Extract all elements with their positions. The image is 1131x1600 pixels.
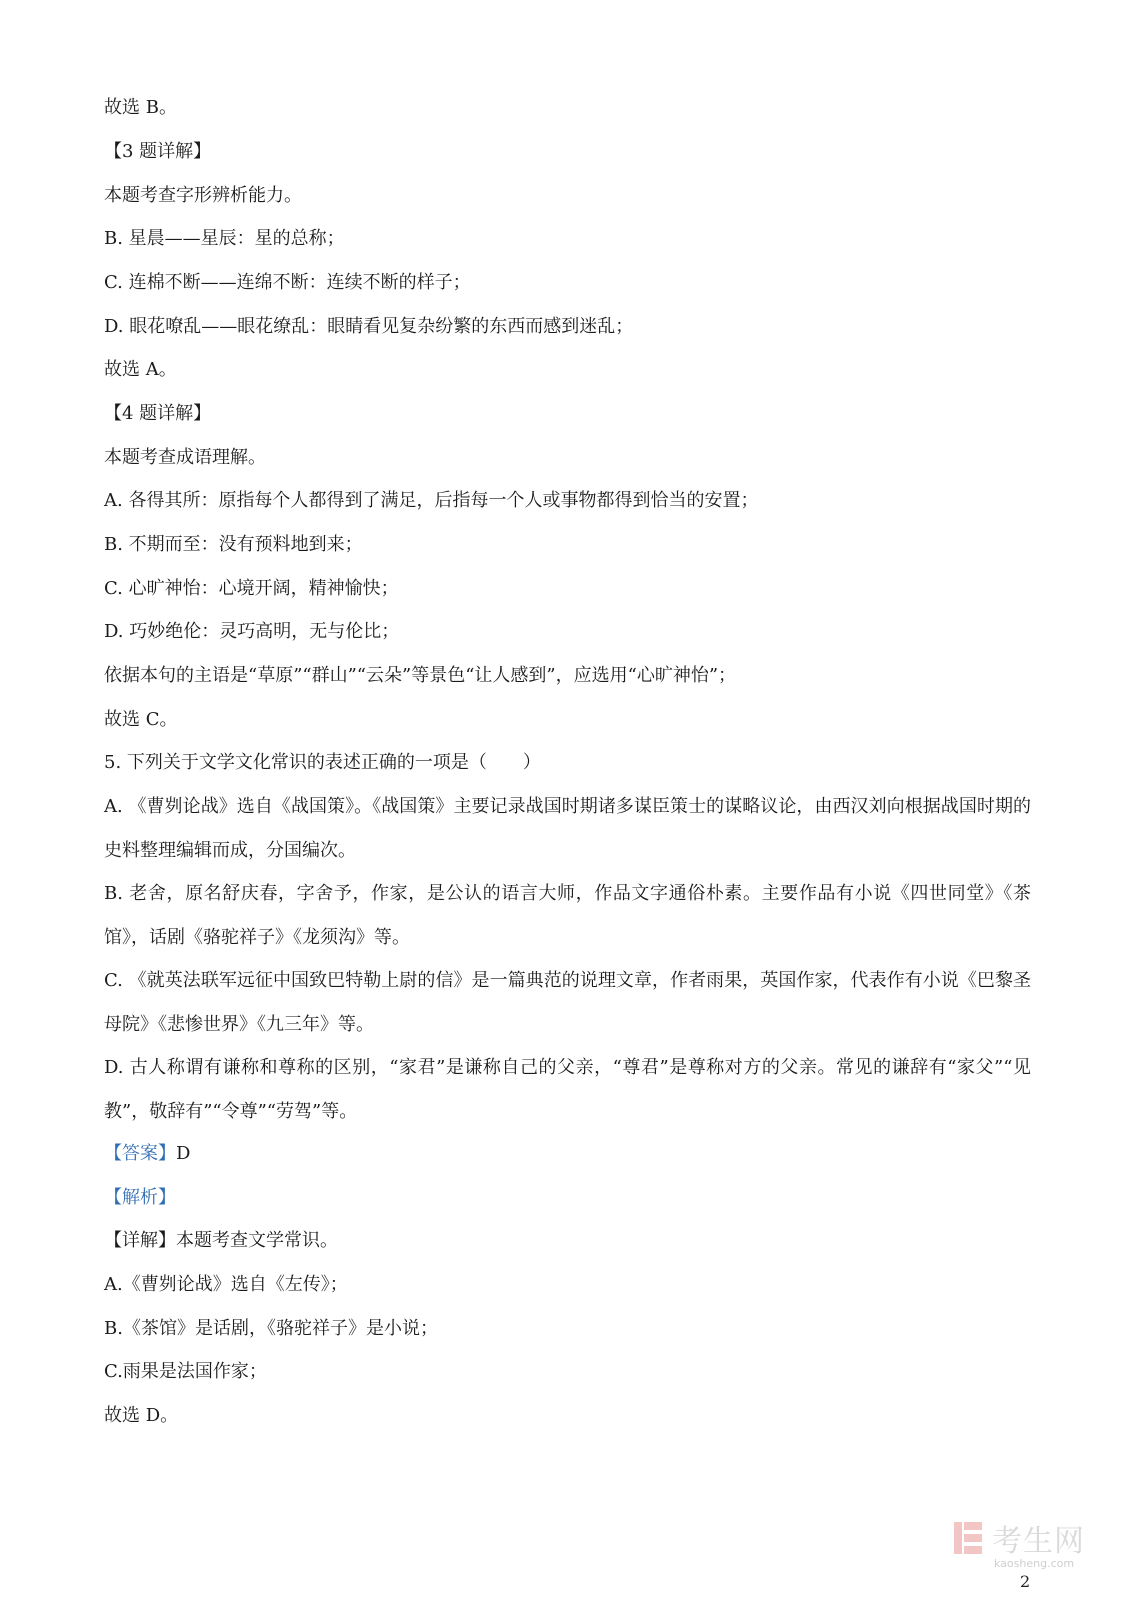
answer-label: 【答案】 — [104, 1143, 176, 1164]
q3-intro: 本题考查字形辨析能力。 — [104, 185, 302, 206]
answer-value: D — [176, 1143, 191, 1164]
q4-detail-heading: 【4 题详解】 — [104, 403, 212, 424]
conclusion-a: 故选 A。 — [104, 359, 177, 380]
q3-item-d: D. 眼花嘹乱——眼花缭乱：眼睛看见复杂纷繁的东西而感到迷乱； — [104, 316, 634, 337]
detail-item-b: B.《茶馆》是话剧，《骆驼祥子》是小说； — [104, 1318, 438, 1339]
watermark-url: kaosheng.com — [994, 1557, 1075, 1570]
conclusion-d: 故选 D。 — [104, 1405, 179, 1426]
conclusion-c: 故选 C。 — [104, 709, 178, 730]
q5-option-a: A. 《曹刿论战》选自《战国策》。《战国策》主要记录战国时期诸多谋臣策士的谋略议论，由西汉刘向根据战国时期的史料整理编辑而成，分国编次。 — [104, 796, 1031, 861]
q5-option-d: D. 古人称谓有谦称和尊称的区别，“家君”是谦称自己的父亲，“尊君”是尊称对方的父亲。常见的谦辞有“家父”“见教”，敬辞有”“令尊”“劳驾”等。 — [104, 1057, 1031, 1122]
page-number: 2 — [1020, 1572, 1031, 1591]
detail-item-c: C.雨果是法国作家； — [104, 1361, 267, 1382]
q4-item-d: D. 巧妙绝伦：灵巧高明，无与伦比； — [104, 621, 400, 642]
watermark — [952, 1518, 1112, 1558]
watermark-text: 考生网 — [992, 1524, 1085, 1559]
q4-item-b: B. 不期而至：没有预料地到来； — [104, 534, 363, 555]
kaosheng-logo-icon — [952, 1520, 984, 1556]
q4-item-a: A. 各得其所：原指每个人都得到了满足，后指每一个人或事物都得到恰当的安置； — [104, 490, 759, 511]
answer-line — [104, 1142, 1031, 1166]
detail-intro: 【详解】本题考查文学常识。 — [104, 1230, 338, 1251]
q5-option-c: C. 《就英法联军远征中国致巴特勒上尉的信》是一篇典范的说理文章，作者雨果，英国作家，代表作有小说《巴黎圣母院》《悲惨世界》《九三年》等。 — [104, 970, 1031, 1035]
q3-detail-heading: 【3 题详解】 — [104, 141, 212, 162]
detail-item-a: A.《曹刿论战》选自《左传》； — [104, 1274, 348, 1295]
conclusion-b: 故选 B。 — [104, 97, 177, 118]
q4-intro: 本题考查成语理解。 — [104, 447, 266, 468]
analysis-label: 【解析】 — [104, 1187, 176, 1208]
q4-item-c: C. 心旷神怡：心境开阔，精神愉快； — [104, 578, 399, 599]
q4-reasoning: 依据本句的主语是“草原”“群山”“云朵”等景色“让人感到”，应选用“心旷神怡”； — [104, 665, 737, 686]
q3-item-c: C. 连棉不断——连绵不断：连续不断的样子； — [104, 272, 471, 293]
q3-item-b: B. 星晨——星辰：星的总称； — [104, 228, 345, 249]
q5-option-b: B. 老舍，原名舒庆春，字舍予，作家，是公认的语言大师，作品文字通俗朴素。主要作品有小说《四世同堂》《茶馆》，话剧《骆驼祥子》《龙须沟》等。 — [104, 883, 1031, 948]
q5-question: 5. 下列关于文学文化常识的表述正确的一项是（ ） — [104, 752, 541, 773]
